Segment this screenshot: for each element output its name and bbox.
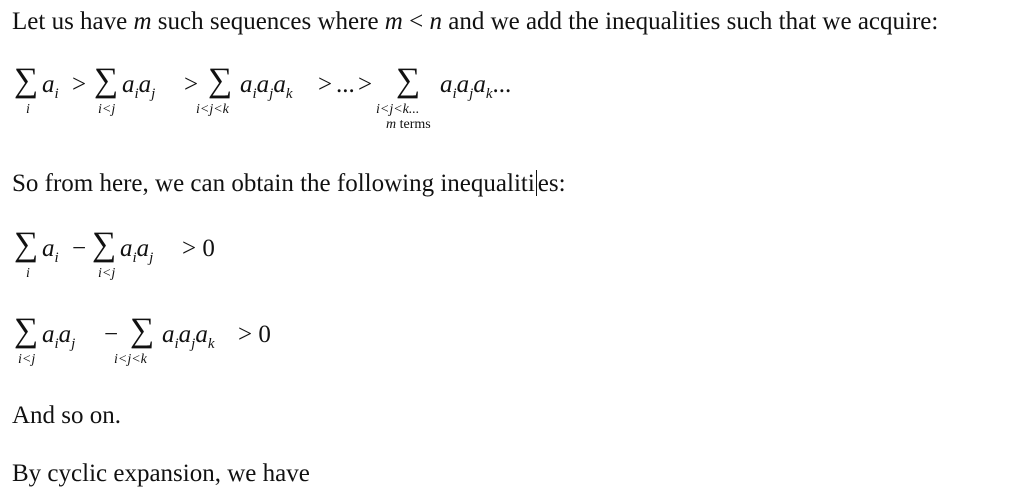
sum-symbol: ∑ xyxy=(130,312,155,349)
var-m: m xyxy=(133,8,152,35)
gt-sign: > xyxy=(318,71,333,98)
limit-i-lt-j-lt-k-dots: i<j<k... xyxy=(376,102,420,117)
intro-text-mid: such sequences where xyxy=(151,8,385,35)
gt-sign: > xyxy=(358,71,373,98)
sum-symbol: ∑ xyxy=(396,62,421,99)
term-aiaj: $a_ia_j$ xyxy=(120,235,154,266)
limit-i-lt-j: i<j xyxy=(98,266,116,281)
sum-symbol: ∑ xyxy=(14,62,39,99)
limit-i-lt-j-lt-k: i<j<k xyxy=(114,352,147,367)
sum-symbol: ∑ xyxy=(14,226,39,263)
intro-paragraph xyxy=(12,8,938,36)
term-aiaj: $a_ia_j$ xyxy=(42,321,76,352)
term-aiajak: $a_ia_ja_k$ xyxy=(240,71,293,102)
inequality-2 xyxy=(12,310,312,380)
ellipsis: ... xyxy=(336,71,355,98)
limit-i: i xyxy=(26,102,30,117)
term-aiajak-dots: $a_ia_ja_k$... xyxy=(440,71,512,102)
var-n: n xyxy=(429,8,442,35)
and-so-on-text: And so on. xyxy=(12,402,122,429)
less-than-sign: < xyxy=(402,8,430,35)
limit-i-lt-j: i<j xyxy=(18,352,36,367)
following-paragraph xyxy=(12,170,566,198)
inequality-chain xyxy=(12,60,572,130)
limit-i: i xyxy=(26,266,30,281)
following-text-end: es: xyxy=(537,170,566,197)
sum-symbol: ∑ xyxy=(14,312,39,349)
inequality-1 xyxy=(12,224,252,294)
gt-sign: > xyxy=(72,71,87,98)
limit-m-terms: m terms xyxy=(386,117,431,132)
gt-zero: > 0 xyxy=(182,235,215,262)
sum-symbol: ∑ xyxy=(94,62,119,99)
sum-symbol: ∑ xyxy=(92,226,117,263)
minus-sign: − xyxy=(104,321,119,348)
following-text: So from here, we can obtain the following inequaliti xyxy=(12,170,535,197)
limit-i-lt-j-lt-k: i<j<k xyxy=(196,102,229,117)
var-m-2: m xyxy=(384,8,403,35)
term-ai: $a_i$ xyxy=(42,235,59,266)
minus-sign: − xyxy=(72,235,87,262)
term-aiajak: $a_ia_ja_k$ xyxy=(162,321,215,352)
gt-sign: > xyxy=(184,71,199,98)
gt-zero: > 0 xyxy=(238,321,271,348)
sum-symbol: ∑ xyxy=(208,62,233,99)
limit-i-lt-j: i<j xyxy=(98,102,116,117)
intro-text-end: and we add the inequalities such that we acquire: xyxy=(441,8,939,35)
text-cursor xyxy=(536,170,537,196)
intro-text-start: Let us have xyxy=(12,8,134,35)
cyclic-expansion-text: By cyclic expansion, we have xyxy=(12,460,310,487)
term-aiaj: $a_ia_j$ xyxy=(122,71,156,102)
term-ai: $a_i$ xyxy=(42,71,59,102)
